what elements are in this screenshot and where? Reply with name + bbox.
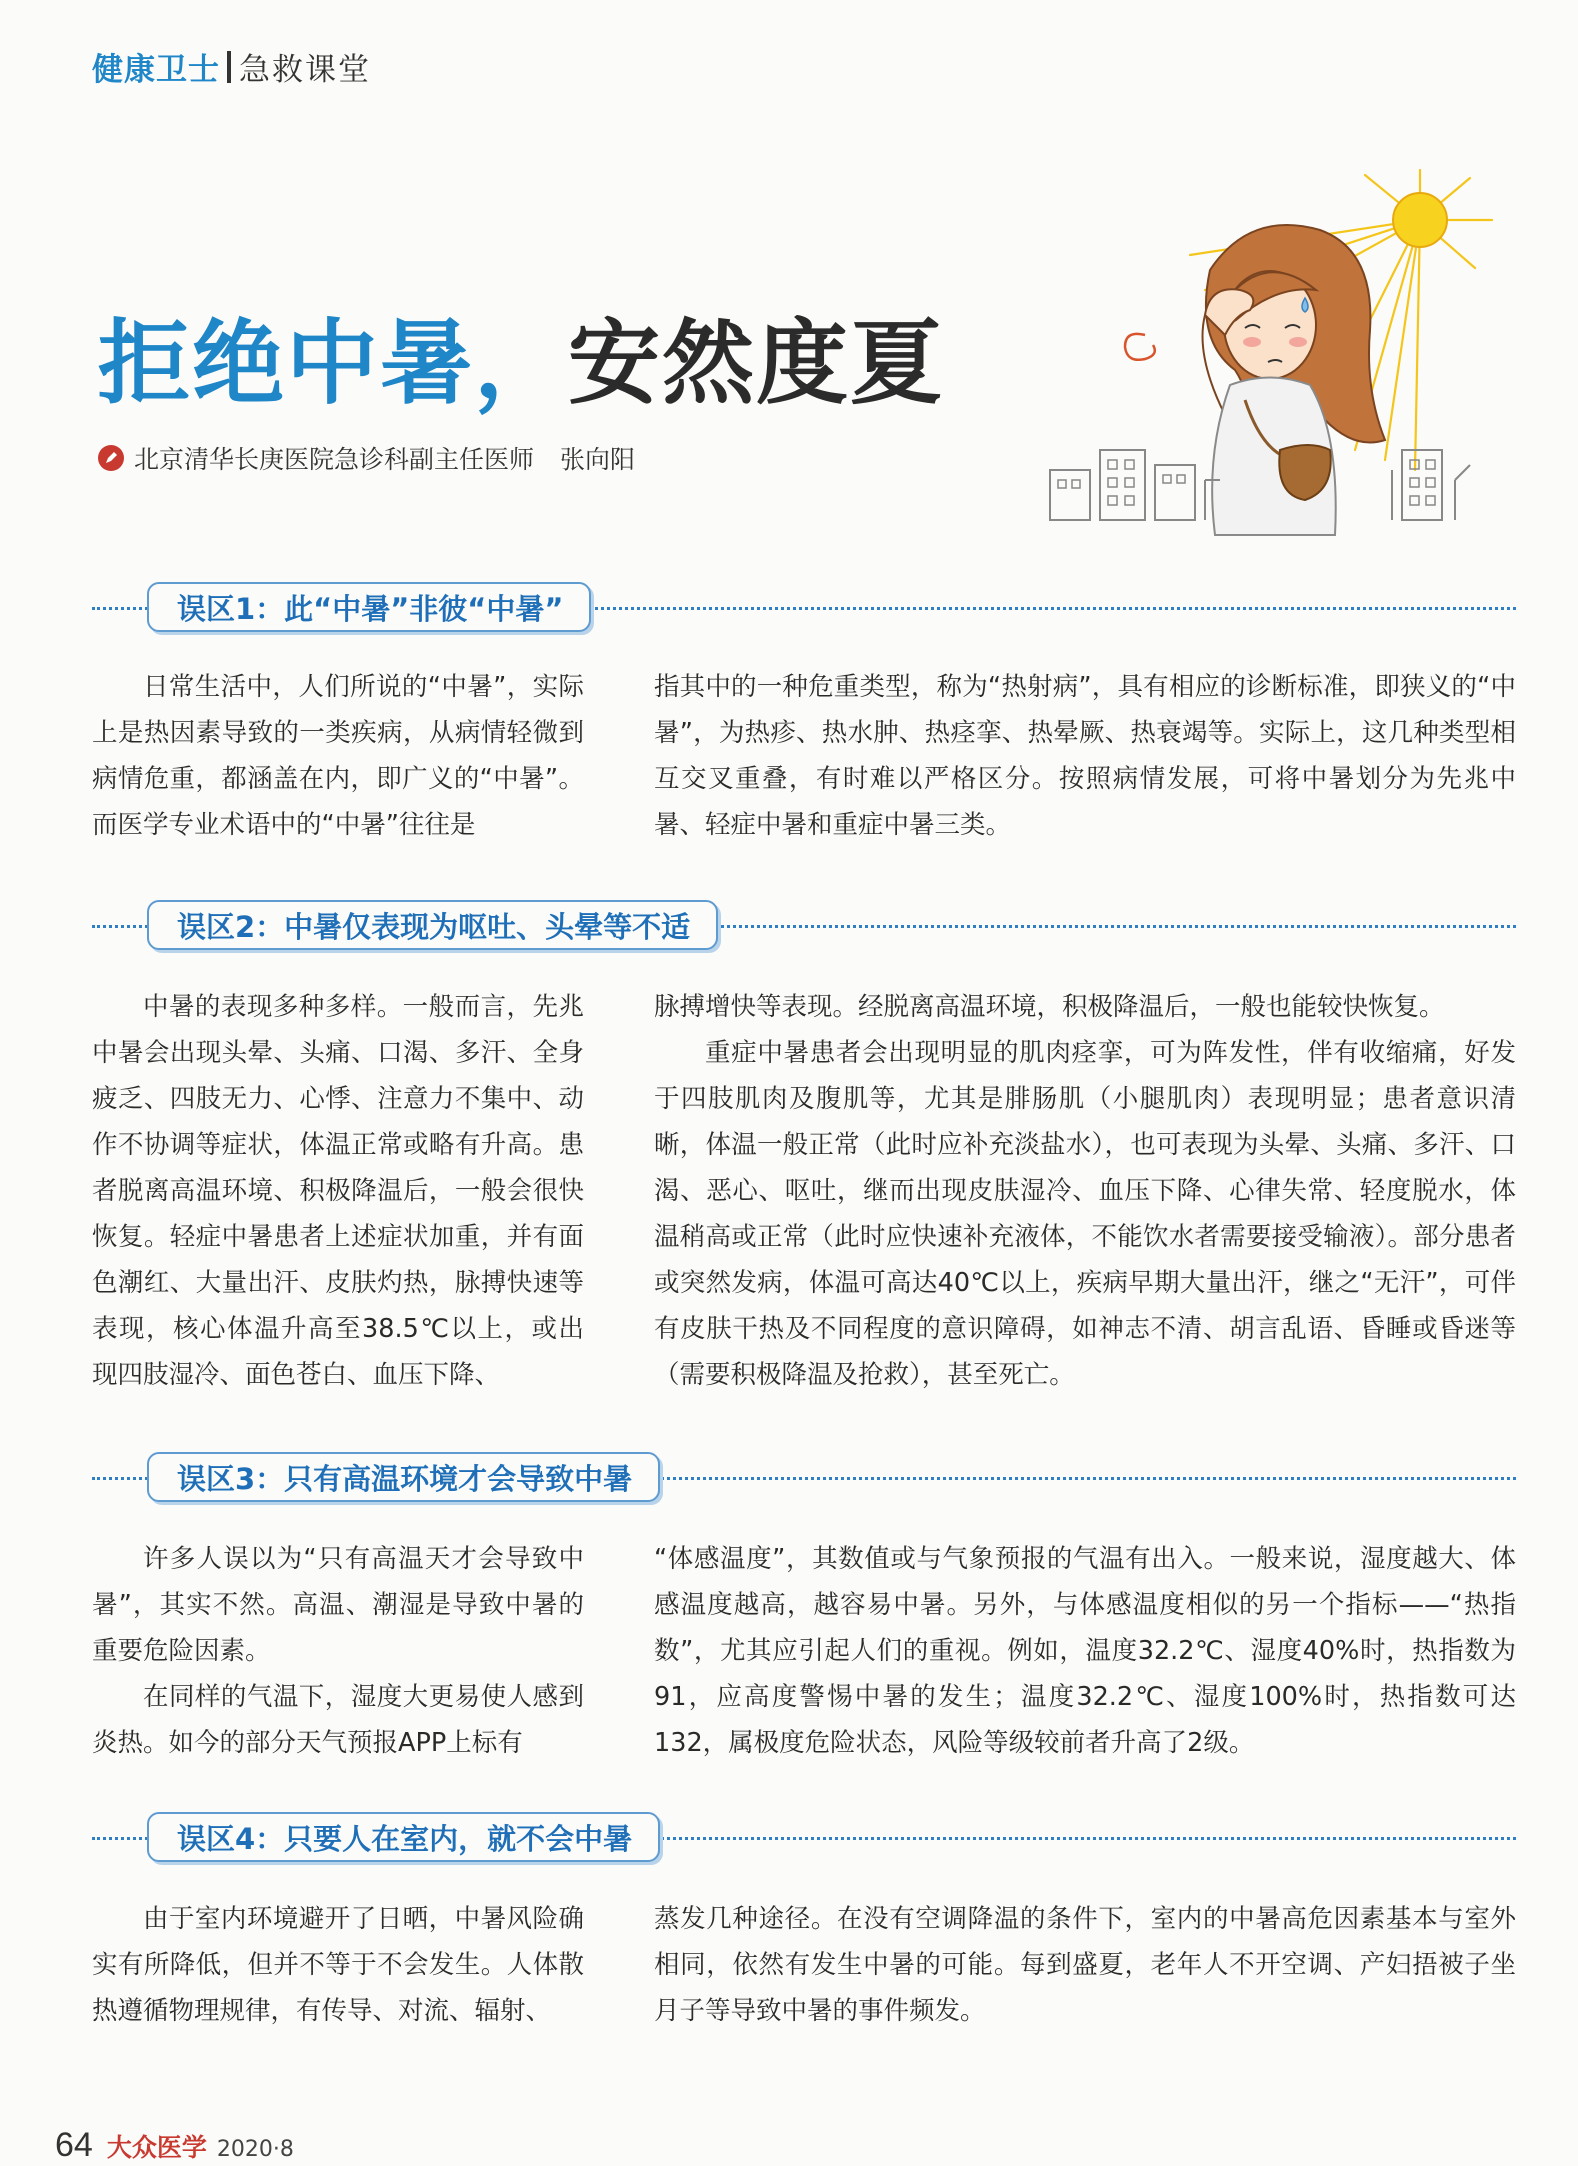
author-line xyxy=(98,440,635,476)
section-3-left-column xyxy=(92,1536,584,1766)
page-footer xyxy=(55,2126,294,2165)
article-title xyxy=(98,290,944,422)
section-1-right-column xyxy=(654,664,1516,848)
section-2-right-column xyxy=(654,984,1516,1398)
section-4-left-column xyxy=(92,1896,584,2034)
header-divider xyxy=(227,51,231,83)
section-heading-3 xyxy=(92,1452,1516,1504)
section-3-right-column xyxy=(654,1536,1516,1766)
section-heading-label: 误区1：此“中暑”非彼“中暑” xyxy=(147,582,591,632)
title-part1: 拒绝中暑， xyxy=(98,310,569,417)
paragraph: 中暑的表现多种多样。一般而言，先兆中暑会出现头晕、头痛、口渴、多汗、全身疲乏、四肢无力、心悸、注意力不集中、动作不协调等症状，体温正常或略有升高。患者脱离高温环境、积极降温后，一般会很快恢复。轻症中暑患者上述症状加重，并有面色潮红、大量出汗、皮肤灼热，脉搏快速等表现，核心体温升高至38.5℃以上，或出现四肢湿冷、面色苍白、血压下降、 xyxy=(92,992,584,1390)
magazine-logo: 大众医学 xyxy=(106,2133,207,2162)
section-heading-2 xyxy=(92,900,1516,952)
paragraph: 蒸发几种途径。在没有空调降温的条件下，室内的中暑高危因素基本与室外相同，依然有发生中暑的可能。每到盛夏，老年人不开空调、产妇捂被子坐月子等导致中暑的事件频发。 xyxy=(654,1904,1516,2026)
heatstroke-illustration xyxy=(1030,150,1530,540)
paragraph: 在同样的气温下，湿度大更易使人感到炎热。如今的部分天气预报APP上标有 xyxy=(92,1682,584,1758)
paragraph: 日常生活中，人们所说的“中暑”，实际上是热因素导致的一类疾病，从病情轻微到病情危重，都涵盖在内，即广义的“中暑”。而医学专业术语中的“中暑”往往是 xyxy=(92,672,584,840)
section-heading-4 xyxy=(92,1812,1516,1864)
column-section: 急救课堂 xyxy=(239,52,371,88)
section-2-left-column xyxy=(92,984,584,1398)
section-1-left-column xyxy=(92,664,584,848)
author-affiliation: 北京清华长庚医院急诊科副主任医师 xyxy=(134,445,535,474)
paragraph: 许多人误以为“只有高温天才会导致中暑”，其实不然。高温、潮湿是导致中暑的重要危险因素。 xyxy=(92,1544,584,1666)
section-heading-1 xyxy=(92,582,1516,634)
column-brand: 健康卫士 xyxy=(92,52,220,88)
sun-icon xyxy=(1393,193,1447,247)
buildings-left xyxy=(1050,450,1220,520)
dizzy-swirl-icon xyxy=(1125,334,1155,360)
paragraph: “体感温度”，其数值或与气象预报的气温有出入。一般来说，湿度越大、体感温度越高，越容易中暑。另外，与体感温度相似的另一个指标——“热指数”，尤其应引起人们的重视。例如，温度32.2℃、湿度40%时，热指数为91，应高度警惕中暑的发生；温度32.2℃、湿度100%时，热指数可达132，属极度危险状态，风险等级较前者升高了2级。 xyxy=(654,1544,1516,1758)
issue-label: 2020·8 xyxy=(216,2137,294,2162)
buildings-right xyxy=(1392,450,1470,520)
title-part2: 安然度夏 xyxy=(568,310,945,417)
paragraph: 由于室内环境避开了日晒，中暑风险确实有所降低，但并不等于不会发生。人体散热遵循物理规律，有传导、对流、辐射、 xyxy=(92,1904,584,2026)
section-heading-label: 误区4：只要人在室内，就不会中暑 xyxy=(147,1812,660,1862)
pen-icon xyxy=(98,445,124,471)
paragraph: 脉搏增快等表现。经脱离高温环境，积极降温后，一般也能较快恢复。 xyxy=(654,992,1445,1022)
paragraph: 重症中暑患者会出现明显的肌肉痉挛，可为阵发性，伴有收缩痛，好发于四肢肌肉及腹肌等，尤其是腓肠肌（小腿肌肉）表现明显；患者意识清晰，体温一般正常（此时应补充淡盐水），也可表现为头晕、头痛、多汗、口渴、恶心、呕吐，继而出现皮肤湿冷、血压下降、心律失常、轻度脱水，体温稍高或正常（此时应快速补充液体，不能饮水者需要接受输液）。部分患者或突然发病，体温可高达40℃以上，疾病早期大量出汗，继之“无汗”，可伴有皮肤干热及不同程度的意识障碍，如神志不清、胡言乱语、昏睡或昏迷等（需要积极降温及抢救），甚至死亡。 xyxy=(654,1038,1516,1390)
author-name: 张向阳 xyxy=(560,445,636,474)
section-4-right-column xyxy=(654,1896,1516,2034)
section-heading-label: 误区2：中暑仅表现为呕吐、头晕等不适 xyxy=(147,900,718,950)
section-heading-label: 误区3：只有高温环境才会导致中暑 xyxy=(147,1452,660,1502)
paragraph: 指其中的一种危重类型，称为“热射病”，具有相应的诊断标准，即狭义的“中暑”，为热疹、热水肿、热痉挛、热晕厥、热衰竭等。实际上，这几种类型相互交叉重叠，有时难以严格区分。按照病情发展，可将中暑划分为先兆中暑、轻症中暑和重症中暑三类。 xyxy=(654,672,1516,840)
page-header xyxy=(92,44,371,89)
page-number: 64 xyxy=(55,2126,93,2164)
